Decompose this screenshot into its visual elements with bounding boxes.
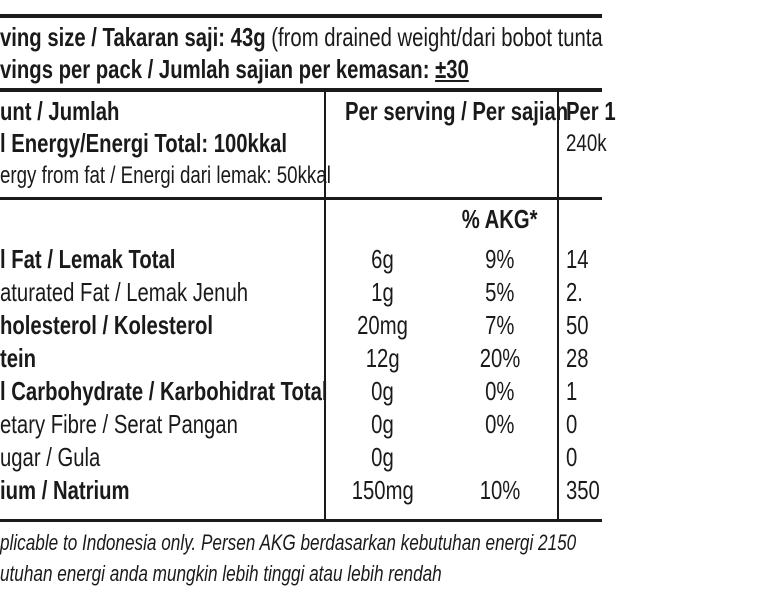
bottom-rule: [0, 519, 602, 522]
nutrient-name: ium / Natrium: [0, 475, 130, 505]
nutrient-name: holesterol / Kolesterol: [0, 310, 214, 340]
per-serving-value: 150mg: [351, 475, 414, 505]
per-serving-value: 0g: [371, 409, 394, 439]
per-100-value: 2.: [566, 277, 583, 307]
per-serving-value: 0g: [371, 376, 394, 406]
nutrient-name: etary Fibre / Serat Pangan: [0, 409, 238, 439]
akg-value: [440, 442, 560, 472]
per-100-value: 0: [566, 409, 578, 439]
nutrient-name: l Carbohydrate / Karbohidrat Total: [0, 376, 328, 406]
akg-value: 0%: [485, 376, 515, 406]
akg-value: 20%: [479, 343, 521, 373]
per-serving-value: 6g: [371, 244, 394, 274]
energy-from-fat: ergy from fat / Energi dari lemak: 50kkal: [0, 162, 331, 189]
per-serving-value: 0g: [371, 442, 394, 472]
energy-total: l Energy/Energi Total: 100kkal: [0, 128, 288, 158]
per-100-value: 50: [566, 310, 589, 340]
nutrient-name: ugar / Gula: [0, 442, 101, 472]
akg-value: 7%: [485, 310, 515, 340]
per-serving-header: Per serving / Per sajian: [345, 96, 569, 126]
top-rule: [0, 14, 602, 18]
footnote-line-2: utuhan energi anda mungkin lebih tinggi atau lebih rendah: [0, 561, 442, 586]
serving-size-line: [0, 22, 773, 52]
per-100-value: 28: [566, 343, 589, 373]
per-serving-value: 20mg: [357, 310, 408, 340]
akg-value: 0%: [485, 409, 515, 439]
per-serving-value: 1g: [371, 277, 394, 307]
servings-per-pack-line: [0, 54, 601, 84]
amount-header: unt / Jumlah: [0, 96, 120, 126]
per-100-value: 1: [566, 376, 578, 406]
servings-per-pack-value: ±30: [435, 54, 469, 84]
nutrient-name: aturated Fat / Lemak Jenuh: [0, 277, 249, 307]
energy-total-100: 240k: [566, 130, 607, 157]
nutrient-name: l Fat / Lemak Total: [0, 244, 176, 274]
per-100-value: 14: [566, 244, 589, 274]
serving-size-label: ving size / Takaran saji: 43g: [0, 22, 266, 52]
akg-header: % AKG*: [462, 204, 538, 234]
akg-value: 10%: [479, 475, 521, 505]
nutrient-name: tein: [0, 343, 37, 373]
servings-rule: [0, 88, 602, 92]
per-100-header: Per 1: [566, 96, 616, 126]
footnote-line-1: plicable to Indonesia only. Persen AKG berdasarkan kebutuhan energi 2150: [0, 530, 577, 555]
akg-value: 9%: [485, 244, 515, 274]
serving-size-note: (from drained weight/dari bobot tunta: [271, 22, 603, 52]
header-rule: [0, 197, 602, 200]
servings-per-pack-label: vings per pack / Jumlah sajian per kemasan:: [0, 54, 430, 84]
per-100-value: 0: [566, 442, 578, 472]
akg-value: 5%: [485, 277, 515, 307]
per-100-value: 350: [566, 475, 600, 505]
per-serving-value: 12g: [365, 343, 400, 373]
